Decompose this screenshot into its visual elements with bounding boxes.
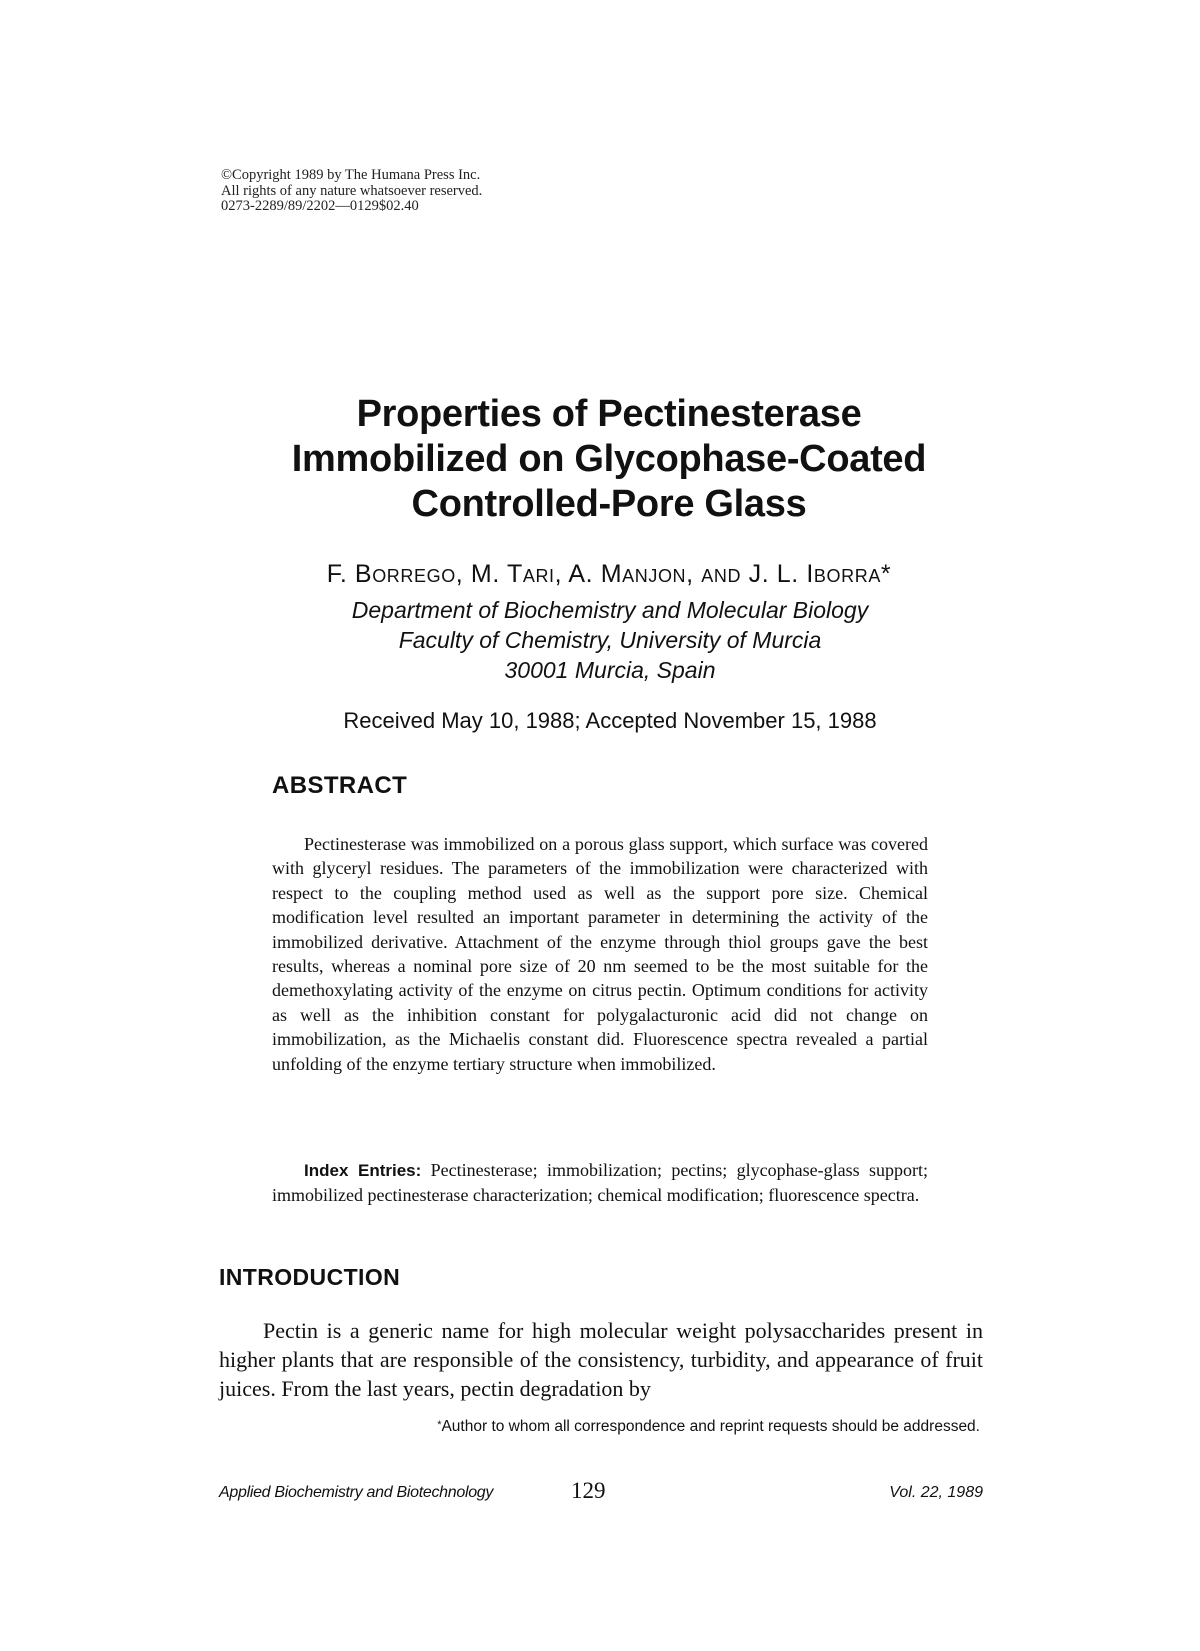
author-list: F. Borrego, M. Tari, A. Manjon, and J. L. Iborra*: [326, 560, 892, 588]
affiliation-line-1: Department of Biochemistry and Molecular Biology: [351, 597, 869, 623]
introduction-heading: INTRODUCTION: [219, 1264, 401, 1290]
footnote-text: Author to whom all correspondence and reprint requests should be addressed.: [441, 1418, 980, 1435]
page-number: 129: [571, 1478, 606, 1503]
correspondence-footnote: [250, 1418, 980, 1436]
title-line-2: Immobilized on Glycophase-Coated: [291, 438, 927, 480]
author-affiliation: [250, 595, 970, 685]
introduction-body: Pectin is a generic name for high molecular weight polysaccharides present in higher plants that are responsible of the consistency, turbidity, and appearance of fruit juices. From the last years, pectin degradation by: [219, 1318, 983, 1401]
index-entries-text: Pectinesterase; immobilization; pectins; glycophase-glass support; immobilized pectinesterase characterization; chemical modification; fluorescence spectra.: [272, 1160, 929, 1206]
rights-line: All rights of any nature whatsoever reserved.: [221, 182, 483, 199]
volume-info: Vol. 22, 1989: [889, 1484, 983, 1501]
copyright-line: ©Copyright 1989 by The Humana Press Inc.: [221, 167, 481, 183]
issn-line: 0273-2289/89/2202—0129$02.40: [221, 198, 419, 214]
received-accepted-dates: Received May 10, 1988; Accepted November 15, 1988: [343, 708, 877, 733]
title-line-1: Properties of Pectinesterase: [356, 393, 862, 435]
index-entries: [272, 1158, 928, 1208]
title-line-3: Controlled-Pore Glass: [411, 483, 807, 525]
page-footer: [219, 1478, 983, 1508]
affiliation-line-3: 30001 Murcia, Spain: [504, 657, 716, 683]
index-entries-label: Index Entries:: [304, 1161, 422, 1180]
affiliation-line-2: Faculty of Chemistry, University of Murcia: [398, 627, 822, 653]
copyright-notice: [221, 168, 482, 215]
article-title: [200, 392, 1018, 527]
abstract-body: Pectinesterase was immobilized on a porous glass support, which surface was covered with glyceryl residues. The parameters of the immobilization were characterized with respect to the coupling method used as well as the support pore size. Chemical modification level resulted an important parameter in determining the activity of the immobilized derivative. Attachment of the enzyme through thiol groups gave the best results, whereas a nominal pore size of 20 nm seemed to be the most suitable for the demethoxylating activity of the enzyme on citrus pectin. Optimum conditions for activity as well as the inhibition constant for polygalacturonic acid did not change on immobilization, as the Michaelis constant did. Fluorescence spectra revealed a partial unfolding of the enzyme tertiary structure when immobilized.: [272, 834, 928, 1074]
footnote-mark: *: [437, 1419, 442, 1431]
journal-name: Applied Biochemistry and Biotechnology: [219, 1484, 494, 1501]
abstract-heading: ABSTRACT: [272, 772, 408, 799]
